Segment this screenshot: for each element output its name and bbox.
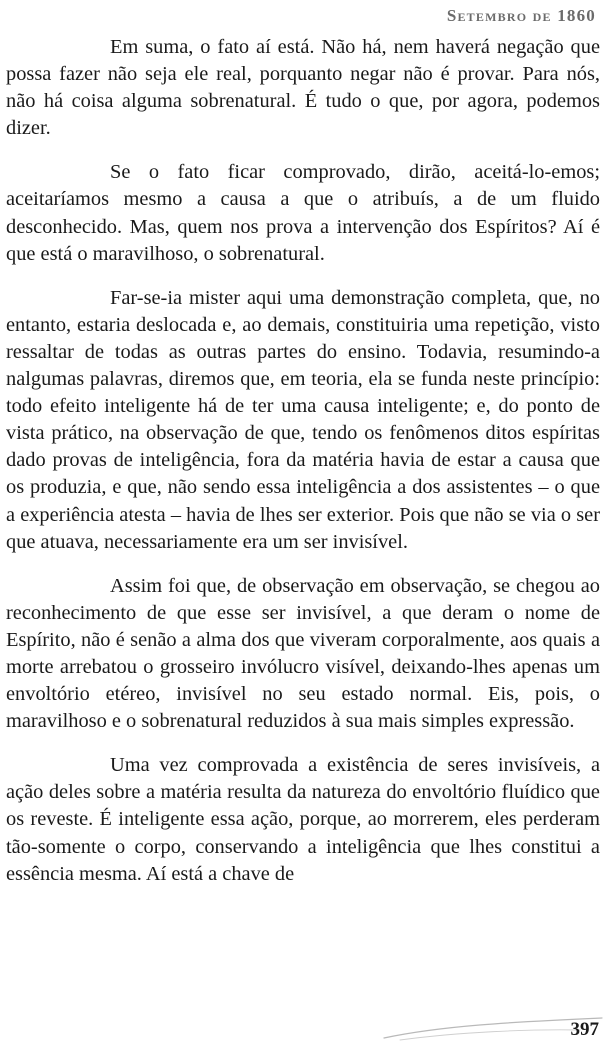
running-header: Setembro de 1860 [446, 6, 596, 25]
paragraph: Se o fato ficar comprovado, dirão, aceitá-lo-emos; aceitaríamos mesmo a causa a que o atribuís, a de um fluido desconhecido. Mas, quem nos prova a intervenção dos Espíritos? Aí é que está o maravilhoso, o sobrenatural. [6, 161, 600, 265]
page-number: 397 [570, 1019, 599, 1040]
page-footer [0, 1010, 607, 1050]
paragraph: Em suma, o fato aí está. Não há, nem haverá negação que possa fazer não seja ele real, porquanto negar não é provar. Para nós, não há coisa alguma sobrenatural. É tudo o que, por agora, podemos dizer. [6, 36, 600, 140]
page-body [6, 34, 600, 905]
paragraph: Far-se-ia mister aqui uma demonstração completa, que, no entanto, estaria deslocada e, ao demais, constituiria uma repetição, visto ressaltar de todas as outras partes do ensino. Todavia, resumindo-a nalgumas palavras, diremos que, em teoria, ela se funda neste princípio: todo efeito inteligente há de ter uma causa inteligente; e, do ponto de vista prático, na observação de que, tendo os fenômenos ditos espíritas dado provas de inteligência, fora da matéria havia de estar a causa que os produzia, e que, não sendo essa inteligência a dos assistentes – o que a experiência atesta – havia de lhes ser exterior. Pois que não se via o ser que atuava, necessariamente era um ser invisível. [6, 286, 600, 553]
paragraph: Assim foi que, de observação em observação, se chegou ao reconhecimento de que esse ser invisível, a que deram o nome de Espírito, não é senão a alma dos que viveram corporalmente, aos quais a morte arrebatou o grosseiro invólucro visível, deixando-lhes apenas um envoltório etéreo, invisível no seu estado normal. Eis, pois, o maravilhoso e o sobrenatural reduzidos à sua mais simples expressão. [6, 574, 600, 733]
paragraph: Uma vez comprovada a existência de seres invisíveis, a ação deles sobre a matéria resulta da natureza do envoltório fluídico que os reveste. É inteligente essa ação, porque, ao morrerem, eles perderam tão-somente o corpo, conservando a inteligência que lhes constitui a essência mesma. Aí está a chave de [6, 754, 600, 885]
